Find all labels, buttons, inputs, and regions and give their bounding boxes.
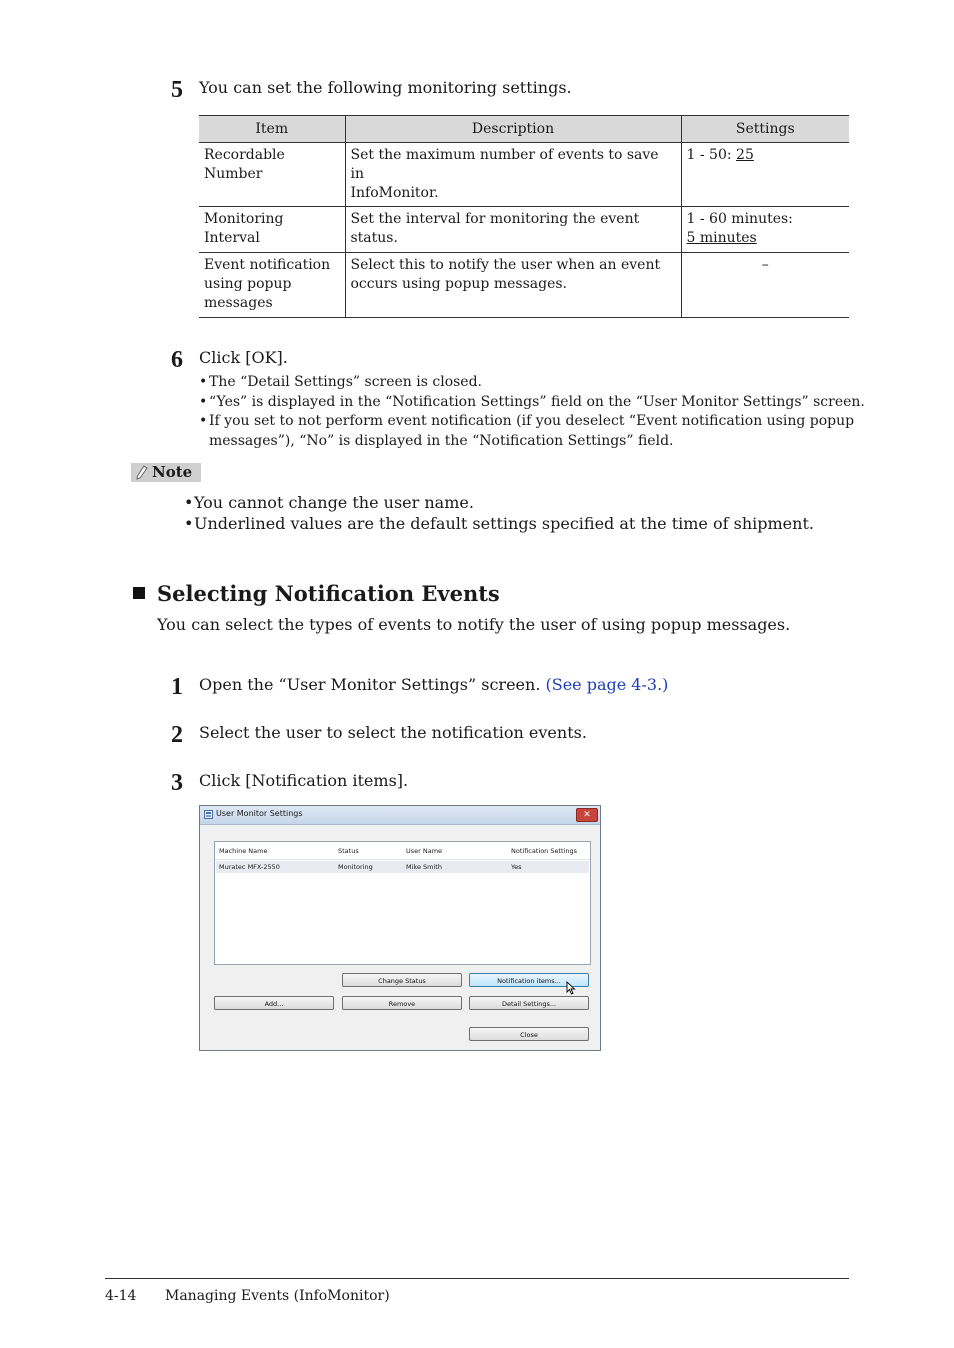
step-number-1: 1 bbox=[171, 674, 183, 700]
table-row bbox=[199, 207, 849, 253]
change-status-button[interactable]: Change Status bbox=[342, 973, 462, 987]
list-item: • The “Detail Settings” screen is closed. bbox=[199, 373, 849, 393]
see-page-link[interactable]: (See page 4-3.) bbox=[545, 675, 669, 694]
user-monitor-settings-window bbox=[199, 805, 601, 1051]
column-header-user-name[interactable]: User Name bbox=[406, 847, 443, 855]
window-titlebar bbox=[200, 806, 600, 825]
section-heading bbox=[133, 580, 500, 608]
pencil-icon bbox=[136, 465, 148, 480]
cell-notification-settings: Yes bbox=[511, 863, 522, 871]
add-button[interactable]: Add... bbox=[214, 996, 334, 1010]
table-row bbox=[199, 253, 849, 318]
section-title: Selecting Notification Events bbox=[157, 581, 500, 606]
mouse-cursor-icon bbox=[566, 981, 576, 995]
notification-items-button[interactable]: Notification items... bbox=[469, 973, 589, 987]
default-value: 5 minutes bbox=[686, 230, 757, 246]
close-icon[interactable]: ✕ bbox=[576, 808, 598, 822]
list-item: • You cannot change the user name. bbox=[184, 492, 814, 513]
chapter-title: Managing Events (InfoMonitor) bbox=[165, 1288, 390, 1304]
footer-divider bbox=[105, 1278, 849, 1279]
table-cell-description: Set the maximum number of events to save in InfoMonitor. bbox=[345, 143, 681, 207]
step-number-2: 2 bbox=[171, 722, 183, 748]
step-number-5: 5 bbox=[171, 77, 183, 103]
note-list bbox=[184, 492, 814, 534]
step6-bullets bbox=[199, 373, 865, 451]
list-item: • Underlined values are the default settings specified at the time of shipment. bbox=[184, 513, 814, 534]
monitoring-settings-table bbox=[199, 115, 849, 318]
table-row bbox=[199, 143, 849, 207]
note-label: Note bbox=[152, 463, 193, 481]
header-divider bbox=[215, 859, 590, 860]
table-cell-settings: 1 - 60 minutes: 5 minutes bbox=[681, 207, 849, 253]
table-header-settings: Settings bbox=[681, 116, 849, 143]
step-number-3: 3 bbox=[171, 770, 183, 796]
cell-status: Monitoring bbox=[338, 863, 373, 871]
remove-button[interactable]: Remove bbox=[342, 996, 462, 1010]
step-text-5: You can set the following monitoring settings. bbox=[199, 78, 572, 97]
app-icon bbox=[204, 810, 213, 819]
default-value: 25 bbox=[736, 147, 754, 163]
column-header-machine-name[interactable]: Machine Name bbox=[219, 847, 268, 855]
table-header-row bbox=[199, 116, 849, 143]
square-bullet-icon bbox=[133, 587, 145, 599]
table-cell-settings: – bbox=[681, 253, 849, 318]
step-text-3: Click [Notification items]. bbox=[199, 771, 409, 790]
table-cell-settings: 1 - 50: 25 bbox=[681, 143, 849, 207]
step-text-6: Click [OK]. bbox=[199, 348, 288, 367]
table-cell-item: Recordable Number bbox=[199, 143, 345, 207]
close-button[interactable]: Close bbox=[469, 1027, 589, 1041]
cell-user-name: Mike Smith bbox=[406, 863, 442, 871]
table-cell-description: Set the interval for monitoring the event status. bbox=[345, 207, 681, 253]
table-cell-item: Event notification using popup messages bbox=[199, 253, 345, 318]
step-text-1: Open the “User Monitor Settings” screen. (See page 4-3.) bbox=[199, 675, 669, 694]
detail-settings-button[interactable]: Detail Settings... bbox=[469, 996, 589, 1010]
table-cell-description: Select this to notify the user when an event occurs using popup messages. bbox=[345, 253, 681, 318]
table-cell-item: Monitoring Interval bbox=[199, 207, 345, 253]
window-title: User Monitor Settings bbox=[216, 809, 303, 818]
section-intro: You can select the types of events to notify the user of using popup messages. bbox=[157, 615, 791, 634]
table-header-description: Description bbox=[345, 116, 681, 143]
list-item: • “Yes” is displayed in the “Notification Settings” field on the “User Monitor Settings” screen. bbox=[199, 393, 849, 413]
note-badge bbox=[131, 463, 201, 482]
column-header-status[interactable]: Status bbox=[338, 847, 359, 855]
list-item: • If you set to not perform event notification (if you deselect “Event notification using popup messages”), “No” is displayed in the “Notification Settings” field. bbox=[199, 412, 849, 451]
user-list[interactable] bbox=[214, 841, 591, 965]
column-header-notification-settings[interactable]: Notification Settings bbox=[511, 847, 578, 855]
step-number-6: 6 bbox=[171, 347, 183, 373]
table-header-item: Item bbox=[199, 116, 345, 143]
step-text-2: Select the user to select the notification events. bbox=[199, 723, 587, 742]
cell-machine-name: Muratec MFX-2550 bbox=[219, 863, 280, 871]
page-number: 4-14 bbox=[105, 1288, 137, 1304]
